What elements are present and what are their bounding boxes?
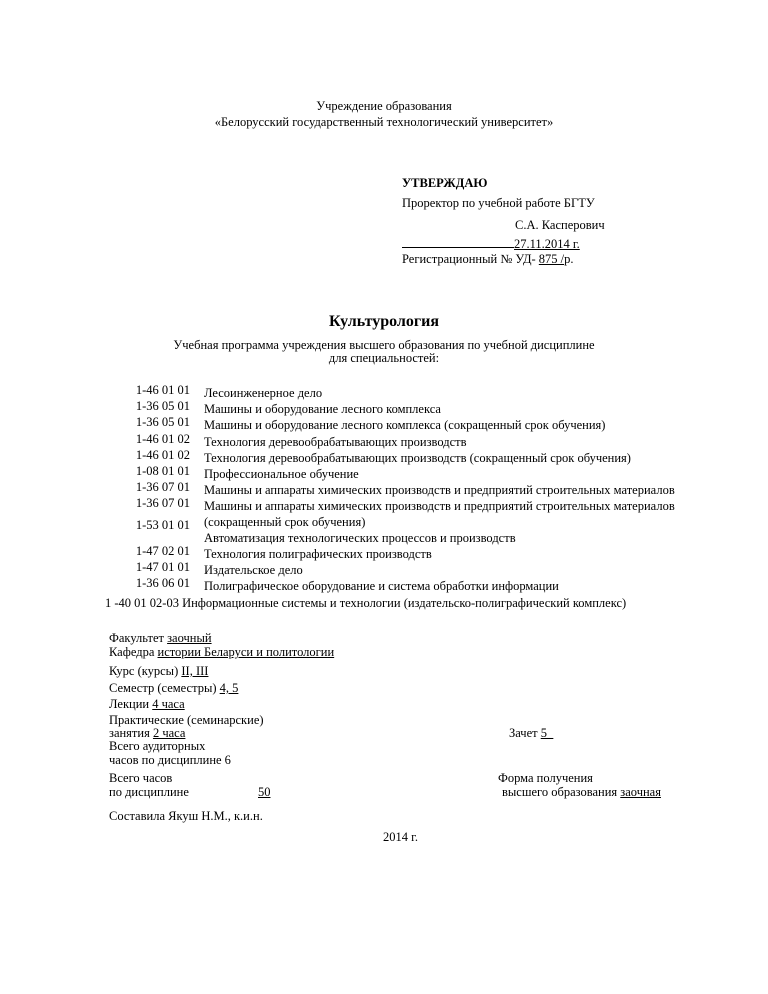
credit-label: Зачет [509,726,538,740]
specialty-name: Машины и аппараты химических производств и предприятий строительных материалов [204,483,675,497]
registration-suffix: р. [564,252,574,266]
institution-line1: Учреждение образования [316,99,452,113]
specialty-code: 1-36 07 01 [135,480,190,494]
education-form [502,784,661,800]
aud-hours-line1: Всего аудиторных [109,739,206,753]
course-label: Курс (курсы) [109,664,179,678]
specialty-name: Машины и аппараты химических производств и предприятий строительных материалов [204,499,675,513]
specialty-name: Издательское дело [204,563,303,577]
practical-label-line1: Практические (семинарские) [109,713,264,727]
total-hours-value: 50 [258,785,271,799]
specialty-name: (сокращенный срок обучения) [204,515,366,529]
course-value: II, III [181,664,209,678]
specialty-code: 1-36 05 01 [135,399,190,413]
total-hours-label: по дисциплине [109,785,189,799]
lectures-value: 4 часа [152,697,185,711]
approval-signer: С.А. Касперович [515,218,605,232]
approval-position: Проректор по учебной работе БГТУ [402,196,595,210]
education-form-line1: Форма получения [498,771,593,785]
approval-date: 27.11.2014 г. [514,237,580,251]
faculty-value: заочный [167,631,212,645]
compiled-by: Составила Якуш Н.М., к.и.н. [109,809,263,823]
specialty-code: 1-36 07 01 [135,496,190,510]
specialty-name: Профессиональное обучение [204,467,359,481]
specialty-code: 1-47 02 01 [135,544,190,558]
faculty-label: Факультет [109,631,164,645]
document-year: 2014 г. [383,830,418,844]
department-value: истории Беларуси и политологии [157,645,335,659]
specialty-code: 1-46 01 01 [135,383,190,397]
practical-value: 2 часа [152,726,186,740]
education-form-value: заочная [620,785,661,799]
specialty-code: 1-53 01 01 [135,518,190,532]
specialty-code: 1-36 06 01 [135,576,190,590]
specialty-name: Полиграфическое оборудование и система обработки информации [204,579,559,593]
specialty-code: 1-47 01 01 [135,560,190,574]
specialty-name: Автоматизация технологических процессов и производств [204,531,516,545]
institution-line2: «Белорусский государственный технологический университет» [214,115,554,129]
discipline-subtitle-line1: Учебная программа учреждения высшего образования по учебной дисциплине [173,338,595,352]
aud-hours-line2: часов по дисциплине 6 [109,753,231,767]
discipline-subtitle-line2: для специальностей: [328,351,440,365]
registration-value: 875 / [538,252,565,266]
total-hours-line1: Всего часов [109,771,173,785]
semester-value: 4, 5 [219,681,239,695]
registration-prefix: Регистрационный № УД- [402,252,536,266]
department-label: Кафедра [109,645,155,659]
specialty-code: 1-46 01 02 [135,448,190,462]
specialty-last: 1 -40 01 02-03 Информационные системы и технологии (издательско-полиграфический комплекс) [105,596,627,610]
lectures [109,696,185,712]
department [109,644,334,660]
specialty-code: 1-46 01 02 [135,432,190,446]
specialty-name: Машины и оборудование лесного комплекса (сокращенный срок обучения) [204,418,606,432]
credit [509,725,553,741]
approval-heading: УТВЕРЖДАЮ [402,176,488,190]
course [109,663,208,679]
specialty-name: Технология полиграфических производств [204,547,432,561]
specialty-name: Лесоинженерное дело [204,386,323,400]
specialty-name: Технология деревообрабатывающих производств (сокращенный срок обучения) [204,451,631,465]
specialty-code: 1-08 01 01 [135,464,190,478]
signature-line [402,236,514,248]
practical-label-line2: занятия [109,726,150,740]
specialty-name: Машины и оборудование лесного комплекса [204,402,441,416]
education-form-label: высшего образования [502,785,618,799]
lectures-label: Лекции [109,697,150,711]
credit-value: 5_ [540,726,554,740]
semester [109,680,238,696]
specialty-code: 1-36 05 01 [135,415,190,429]
registration-number [402,251,574,267]
specialty-name: Технология деревообрабатывающих производств [204,435,467,449]
discipline-title: Культурология [328,313,440,330]
semester-label: Семестр (семестры) [109,681,217,695]
approval-signature-row [402,236,580,252]
